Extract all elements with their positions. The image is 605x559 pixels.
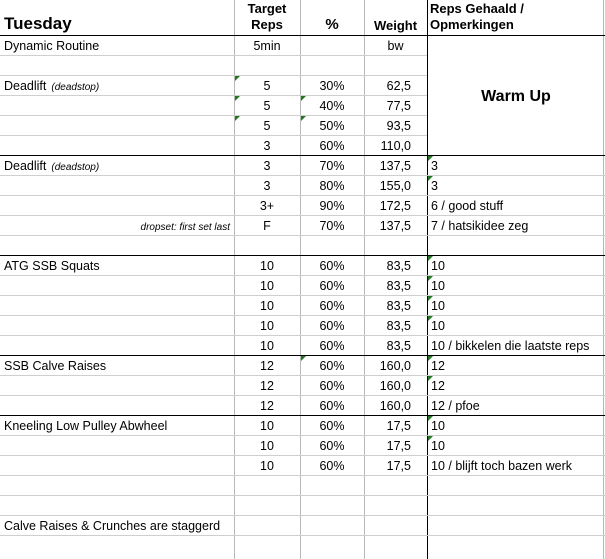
reps-done-cell[interactable]: 10 (431, 259, 445, 273)
weight-cell: 83,5 (386, 279, 411, 293)
percent-cell: 30% (319, 79, 345, 93)
weight-cell: 160,0 (379, 359, 411, 373)
weight-cell: 77,5 (386, 99, 411, 113)
comment-indicator-icon (428, 296, 433, 301)
target-reps-cell: 3 (263, 179, 271, 193)
reps-done-cell[interactable]: 6 / good stuff (431, 199, 504, 213)
exercise-label: Deadlift (4, 79, 47, 93)
header-percent: % (325, 16, 339, 33)
weight-cell: 172,5 (379, 199, 411, 213)
percent-cell: 60% (319, 399, 345, 413)
target-reps-cell: 12 (260, 379, 274, 393)
percent-cell: 60% (319, 299, 345, 313)
target-reps-cell: 10 (260, 419, 274, 433)
weight-cell: 160,0 (379, 379, 411, 393)
exercise-name (4, 256, 100, 276)
exercise-name (0, 216, 230, 236)
exercise-label: Deadlift (4, 159, 47, 173)
header-reps-done: Reps Gehaald / Opmerkingen (430, 1, 524, 32)
comment-indicator-icon (235, 116, 240, 121)
exercise-name (4, 76, 99, 96)
percent-cell: 40% (319, 99, 345, 113)
reps-done-cell[interactable]: 3 (431, 179, 438, 193)
percent-cell: 60% (319, 359, 345, 373)
target-reps-cell: 12 (260, 399, 274, 413)
reps-done-cell[interactable]: 12 / pfoe (431, 399, 480, 413)
percent-cell: 50% (319, 119, 345, 133)
percent-cell: 60% (319, 459, 345, 473)
row-divider (0, 495, 605, 496)
comment-indicator-icon (301, 96, 306, 101)
reps-done-cell[interactable]: 10 (431, 419, 445, 433)
exercise-note: (deadstop) (51, 162, 100, 173)
weight-cell: 83,5 (386, 339, 411, 353)
target-reps-cell: 3 (263, 139, 271, 153)
percent-cell: 60% (319, 339, 345, 353)
weight-cell: 83,5 (386, 259, 411, 273)
exercise-label: Dynamic Routine (4, 39, 100, 53)
percent-cell: 60% (319, 419, 345, 433)
header-weight: Weight (373, 18, 418, 33)
percent-cell: 80% (319, 179, 345, 193)
reps-done-cell[interactable]: 3 (431, 159, 438, 173)
reps-done-cell[interactable]: 10 (431, 439, 445, 453)
weight-cell: 160,0 (379, 399, 411, 413)
exercise-note: dropset: first set last (140, 222, 230, 233)
weight-cell: bw (387, 39, 404, 53)
weight-cell: 17,5 (386, 439, 411, 453)
target-reps-cell: 10 (260, 259, 274, 273)
weight-cell: 83,5 (386, 299, 411, 313)
comment-indicator-icon (428, 156, 433, 161)
exercise-name (4, 516, 220, 536)
target-reps-cell: 10 (260, 299, 274, 313)
weight-cell: 137,5 (379, 219, 411, 233)
target-reps-cell: 5min (253, 39, 281, 53)
reps-done-cell[interactable]: 10 (431, 299, 445, 313)
comment-indicator-icon (235, 96, 240, 101)
percent-cell: 70% (319, 219, 345, 233)
exercise-label: Kneeling Low Pulley Abwheel (4, 419, 168, 433)
target-reps-cell: F (263, 219, 271, 233)
exercise-label: SSB Calve Raises (4, 359, 107, 373)
reps-done-cell[interactable]: 7 / hatsikidee zeg (431, 219, 529, 233)
header-target-reps: Target Reps (247, 1, 287, 32)
target-reps-cell: 12 (260, 359, 274, 373)
page-title: Tuesday (4, 14, 72, 33)
target-reps-cell: 10 (260, 439, 274, 453)
target-reps-cell: 3+ (259, 199, 275, 213)
percent-cell: 60% (319, 279, 345, 293)
weight-cell: 17,5 (386, 459, 411, 473)
comment-indicator-icon (428, 316, 433, 321)
target-reps-cell: 5 (263, 99, 271, 113)
percent-cell: 60% (319, 319, 345, 333)
comment-indicator-icon (428, 176, 433, 181)
reps-done-cell[interactable]: 10 / bikkelen die laatste reps (431, 339, 590, 353)
target-reps-cell: 5 (263, 119, 271, 133)
exercise-name (4, 36, 99, 56)
percent-cell: 60% (319, 259, 345, 273)
percent-cell: 90% (319, 199, 345, 213)
percent-cell: 60% (319, 379, 345, 393)
comment-indicator-icon (428, 256, 433, 261)
comment-indicator-icon (428, 436, 433, 441)
weight-cell: 93,5 (386, 119, 411, 133)
weight-cell: 155,0 (379, 179, 411, 193)
exercise-label: ATG SSB Squats (4, 259, 100, 273)
percent-cell: 60% (319, 439, 345, 453)
exercise-label: Calve Raises & Crunches are staggerd (4, 519, 221, 533)
weight-cell: 137,5 (379, 159, 411, 173)
exercise-name (4, 356, 106, 376)
reps-done-cell[interactable]: 12 (431, 359, 445, 373)
weight-cell: 83,5 (386, 319, 411, 333)
target-reps-cell: 3 (263, 159, 271, 173)
comment-indicator-icon (428, 416, 433, 421)
reps-done-cell[interactable]: 10 (431, 319, 445, 333)
comment-indicator-icon (428, 376, 433, 381)
weight-cell: 110,0 (380, 139, 411, 153)
reps-done-cell[interactable]: 10 / blijft toch bazen werk (431, 459, 573, 473)
comment-indicator-icon (428, 356, 433, 361)
comment-indicator-icon (301, 116, 306, 121)
exercise-note: (deadstop) (51, 82, 100, 93)
weight-cell: 62,5 (386, 79, 411, 93)
warmup-label: Warm Up (481, 88, 551, 105)
target-reps-cell: 10 (260, 319, 274, 333)
target-reps-cell: 10 (260, 279, 274, 293)
percent-cell: 70% (319, 159, 345, 173)
percent-cell: 60% (319, 139, 345, 153)
target-reps-cell: 10 (260, 459, 274, 473)
reps-done-cell[interactable]: 10 (431, 279, 445, 293)
comment-indicator-icon (235, 76, 240, 81)
comment-indicator-icon (428, 276, 433, 281)
exercise-name (4, 416, 167, 436)
target-reps-cell: 10 (260, 339, 274, 353)
target-reps-cell: 5 (263, 79, 271, 93)
reps-done-cell[interactable]: 12 (431, 379, 445, 393)
exercise-name (4, 156, 99, 176)
comment-indicator-icon (301, 356, 306, 361)
weight-cell: 17,5 (386, 419, 411, 433)
